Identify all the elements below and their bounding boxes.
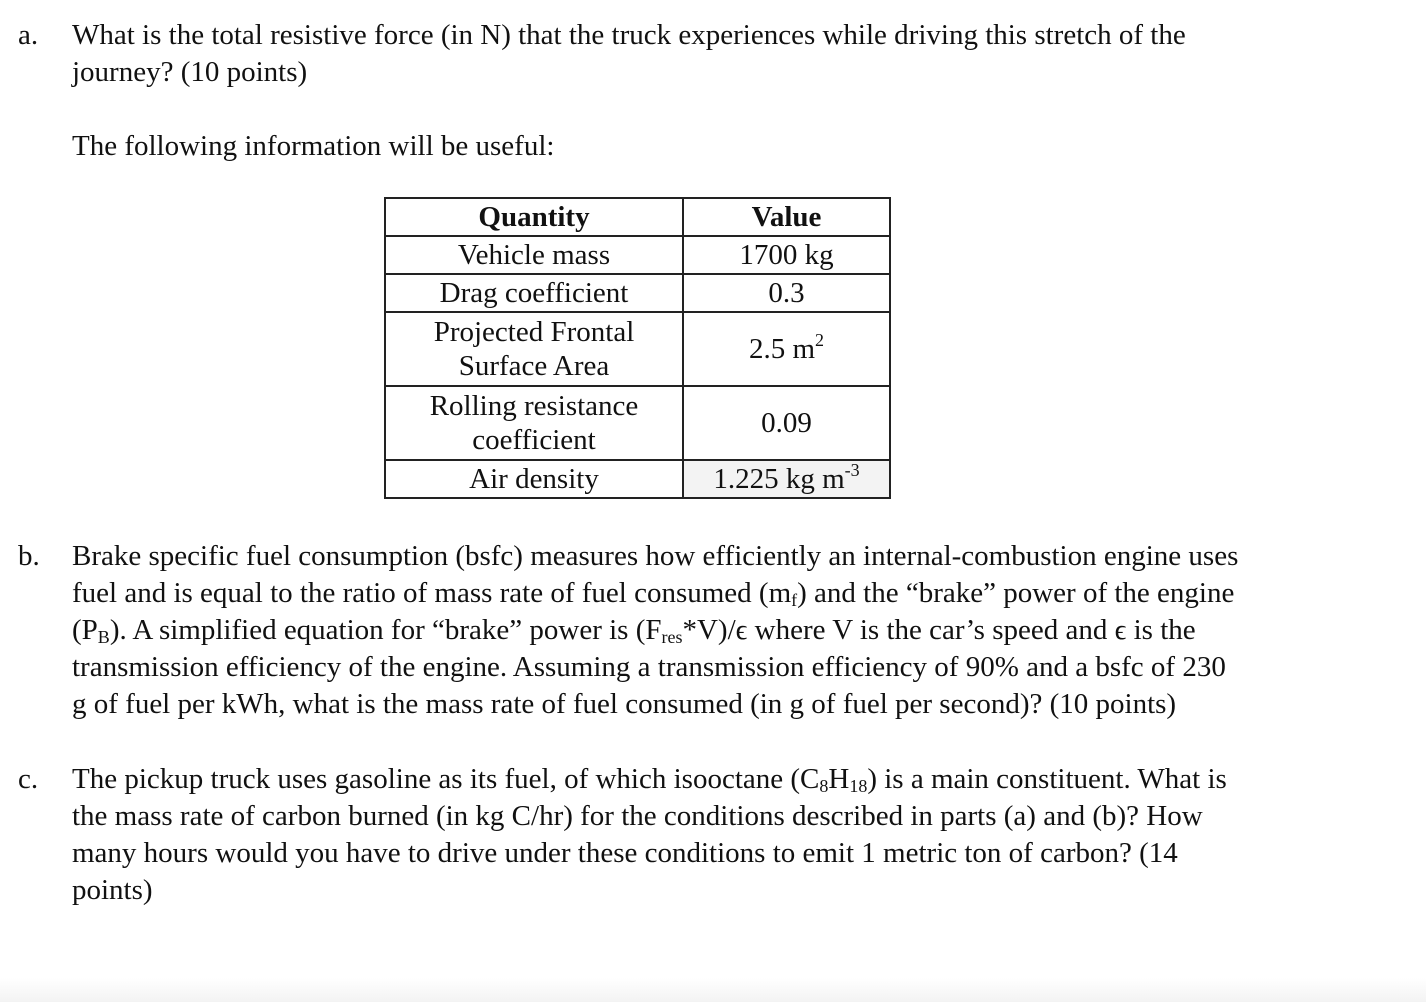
info-table	[384, 197, 891, 499]
subscript: 18	[849, 776, 868, 796]
value-text: 1.225 kg m	[713, 463, 845, 495]
value-cell	[683, 386, 890, 460]
part-c-line-4: points)	[72, 874, 153, 906]
text-segment: The pickup truck uses gasoline as its fuel, of which isooctane (C	[72, 763, 820, 795]
part-b-line-5: g of fuel per kWh, what is the mass rate of fuel consumed (in g of fuel per second)? (10 points)	[72, 688, 1177, 720]
part-c-line-2: the mass rate of carbon burned (in kg C/hr) for the conditions described in parts (a) and (b)? How	[72, 800, 1203, 832]
quantity-text: Surface Area	[458, 350, 610, 382]
part-a-line-2: journey? (10 points)	[72, 56, 308, 88]
subscript: 8	[819, 776, 829, 796]
quantity-cell	[385, 274, 683, 312]
text-segment: fuel and is equal to the ratio of mass rate of fuel consumed (m	[72, 577, 792, 609]
quantity-text: Projected Frontal	[433, 316, 635, 348]
value-exponent: -3	[844, 460, 860, 480]
quantity-cell	[385, 236, 683, 274]
value-text: 0.09	[761, 407, 812, 439]
table-row	[385, 460, 890, 498]
part-c-question	[72, 761, 1372, 909]
header-value: Value	[683, 198, 890, 236]
page-bottom-shade	[0, 978, 1426, 1002]
part-a-line-1: What is the total resistive force (in N) that the truck experiences while driving this stretch of the	[72, 19, 1186, 51]
subscript: res	[661, 627, 683, 647]
table-row	[385, 236, 890, 274]
value-cell	[683, 274, 890, 312]
part-a-marker: a.	[18, 19, 39, 51]
table-row	[385, 386, 890, 460]
part-b-line-2	[72, 575, 1372, 612]
value-exponent: 2	[815, 330, 825, 350]
part-b-line-1: Brake specific fuel consumption (bsfc) measures how efficiently an internal-combustion engine uses	[72, 540, 1239, 572]
part-b-question	[72, 538, 1372, 723]
subscript: B	[97, 627, 110, 647]
part-a-question	[72, 17, 1372, 91]
value-text: 1700 kg	[739, 239, 834, 271]
text-segment: ) and the “brake” power of the engine	[797, 577, 1235, 609]
text-segment: ). A simplified equation for “brake” power is (F	[109, 614, 662, 646]
quantity-cell	[385, 460, 683, 498]
part-b-line-3	[72, 612, 1372, 649]
value-cell	[683, 460, 890, 498]
part-b-line-4: transmission efficiency of the engine. Assuming a transmission efficiency of 90% and a bsfc of 230	[72, 651, 1226, 683]
quantity-cell	[385, 312, 683, 386]
part-c-marker: c.	[18, 763, 39, 795]
header-quantity: Quantity	[385, 198, 683, 236]
table-row	[385, 274, 890, 312]
quantity-text: Air density	[469, 463, 599, 495]
quantity-cell	[385, 386, 683, 460]
part-c-line-3: many hours would you have to drive under these conditions to emit 1 metric ton of carbon? (14	[72, 837, 1178, 869]
table-intro: The following information will be useful:	[72, 130, 555, 162]
subscript: f	[791, 590, 798, 610]
text-segment: H	[828, 763, 850, 795]
value-text: 2.5 m	[748, 333, 816, 365]
text-segment: (P	[72, 614, 98, 646]
part-c-line-1	[72, 761, 1372, 798]
value-cell	[683, 312, 890, 386]
text-segment: ) is a main constituent. What is	[867, 763, 1227, 795]
quantity-text: Rolling resistance	[429, 390, 639, 422]
text-segment: *V)/ϵ where V is the car’s speed and ϵ is the	[682, 614, 1196, 646]
part-b-marker: b.	[18, 540, 40, 572]
value-cell	[683, 236, 890, 274]
table-header-row	[385, 198, 890, 236]
table-row	[385, 312, 890, 386]
quantity-text: Drag coefficient	[439, 277, 629, 309]
quantity-text: coefficient	[472, 424, 596, 456]
value-text: 0.3	[768, 277, 805, 309]
quantity-text: Vehicle mass	[457, 239, 611, 271]
